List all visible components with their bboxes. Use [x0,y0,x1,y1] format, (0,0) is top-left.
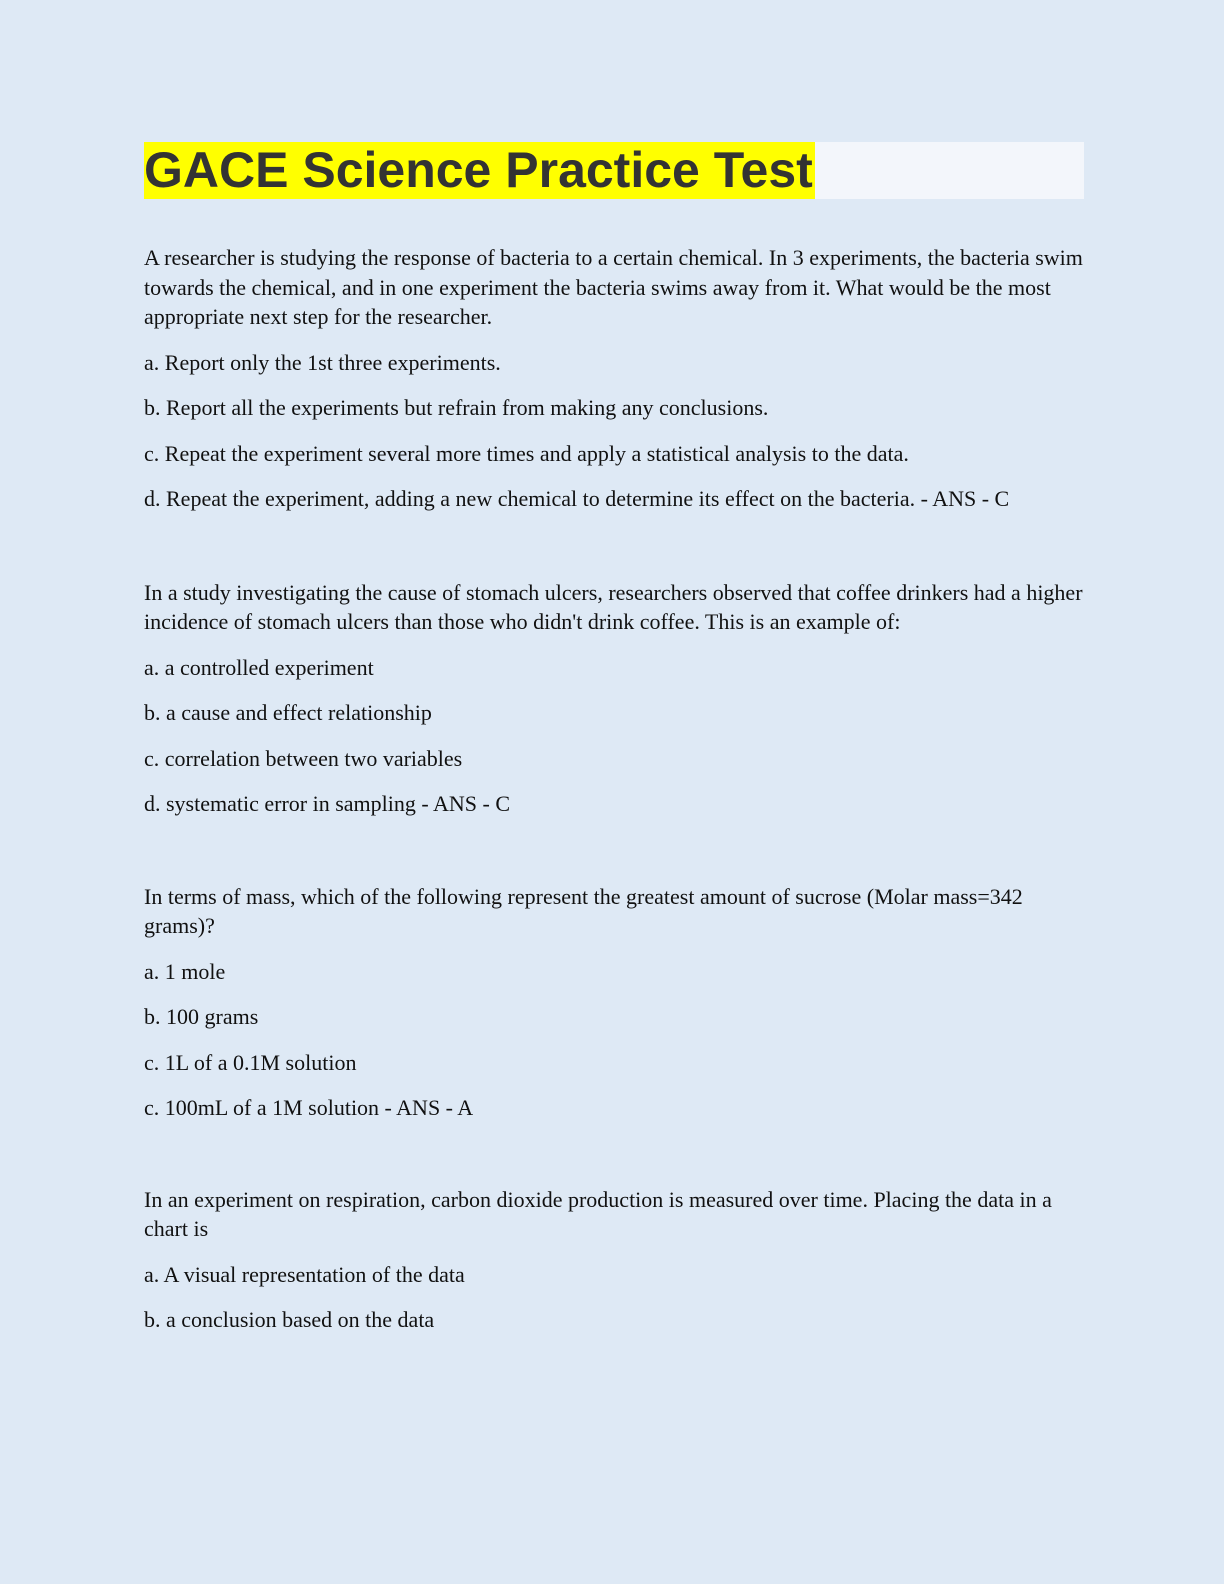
option-c-second: c. 100mL of a 1M solution - ANS - A [144,1095,474,1120]
option-a: a. A visual representation of the data [144,1261,465,1287]
option-b: b. a cause and effect relationship [144,700,432,725]
question-text: In terms of mass, which of the following represent the greatest amount of sucrose (Molar mass=342 grams)? [144,883,1023,938]
option-b: b. a conclusion based on the data [144,1307,435,1332]
option-c: c. Repeat the experiment several more times and apply a statistical analysis to the data. [144,440,909,466]
title-bar [144,142,1084,199]
option-d: d. systematic error in sampling - ANS - C [144,791,511,816]
question-text: In an experiment on respiration, carbon dioxide production is measured over time. Placing the data in a chart is [144,1186,1052,1241]
option-d: d. Repeat the experiment, adding a new chemical to determine its effect on the bacteria. - ANS - C [144,486,1010,511]
option-a: a. 1 mole [144,958,226,984]
document-page [144,142,1084,1335]
question-2 [144,578,1084,819]
option-a: a. Report only the 1st three experiments. [144,349,501,375]
option-c: c. 1L of a 0.1M solution [144,1049,357,1075]
option-b: b. 100 grams [144,1004,259,1029]
question-3 [144,882,1084,1123]
question-1 [144,243,1084,514]
question-text: In a study investigating the cause of stomach ulcers, researchers observed that coffee drinkers had a higher incidence of stomach ulcers than those who didn't drink coffee. This is an example of: [144,579,1083,634]
option-c: c. correlation between two variables [144,745,463,771]
question-text: A researcher is studying the response of bacteria to a certain chemical. In 3 experiments, the bacteria swim towards the chemical, and in one experiment the bacteria swims away from it. What would be the most appropriate next step for the researcher. [144,245,1083,329]
option-b: b. Report all the experiments but refrain from making any conclusions. [144,395,769,420]
option-a: a. a controlled experiment [144,654,374,680]
question-4 [144,1185,1084,1335]
document-title: GACE Science Practice Test [144,142,813,198]
